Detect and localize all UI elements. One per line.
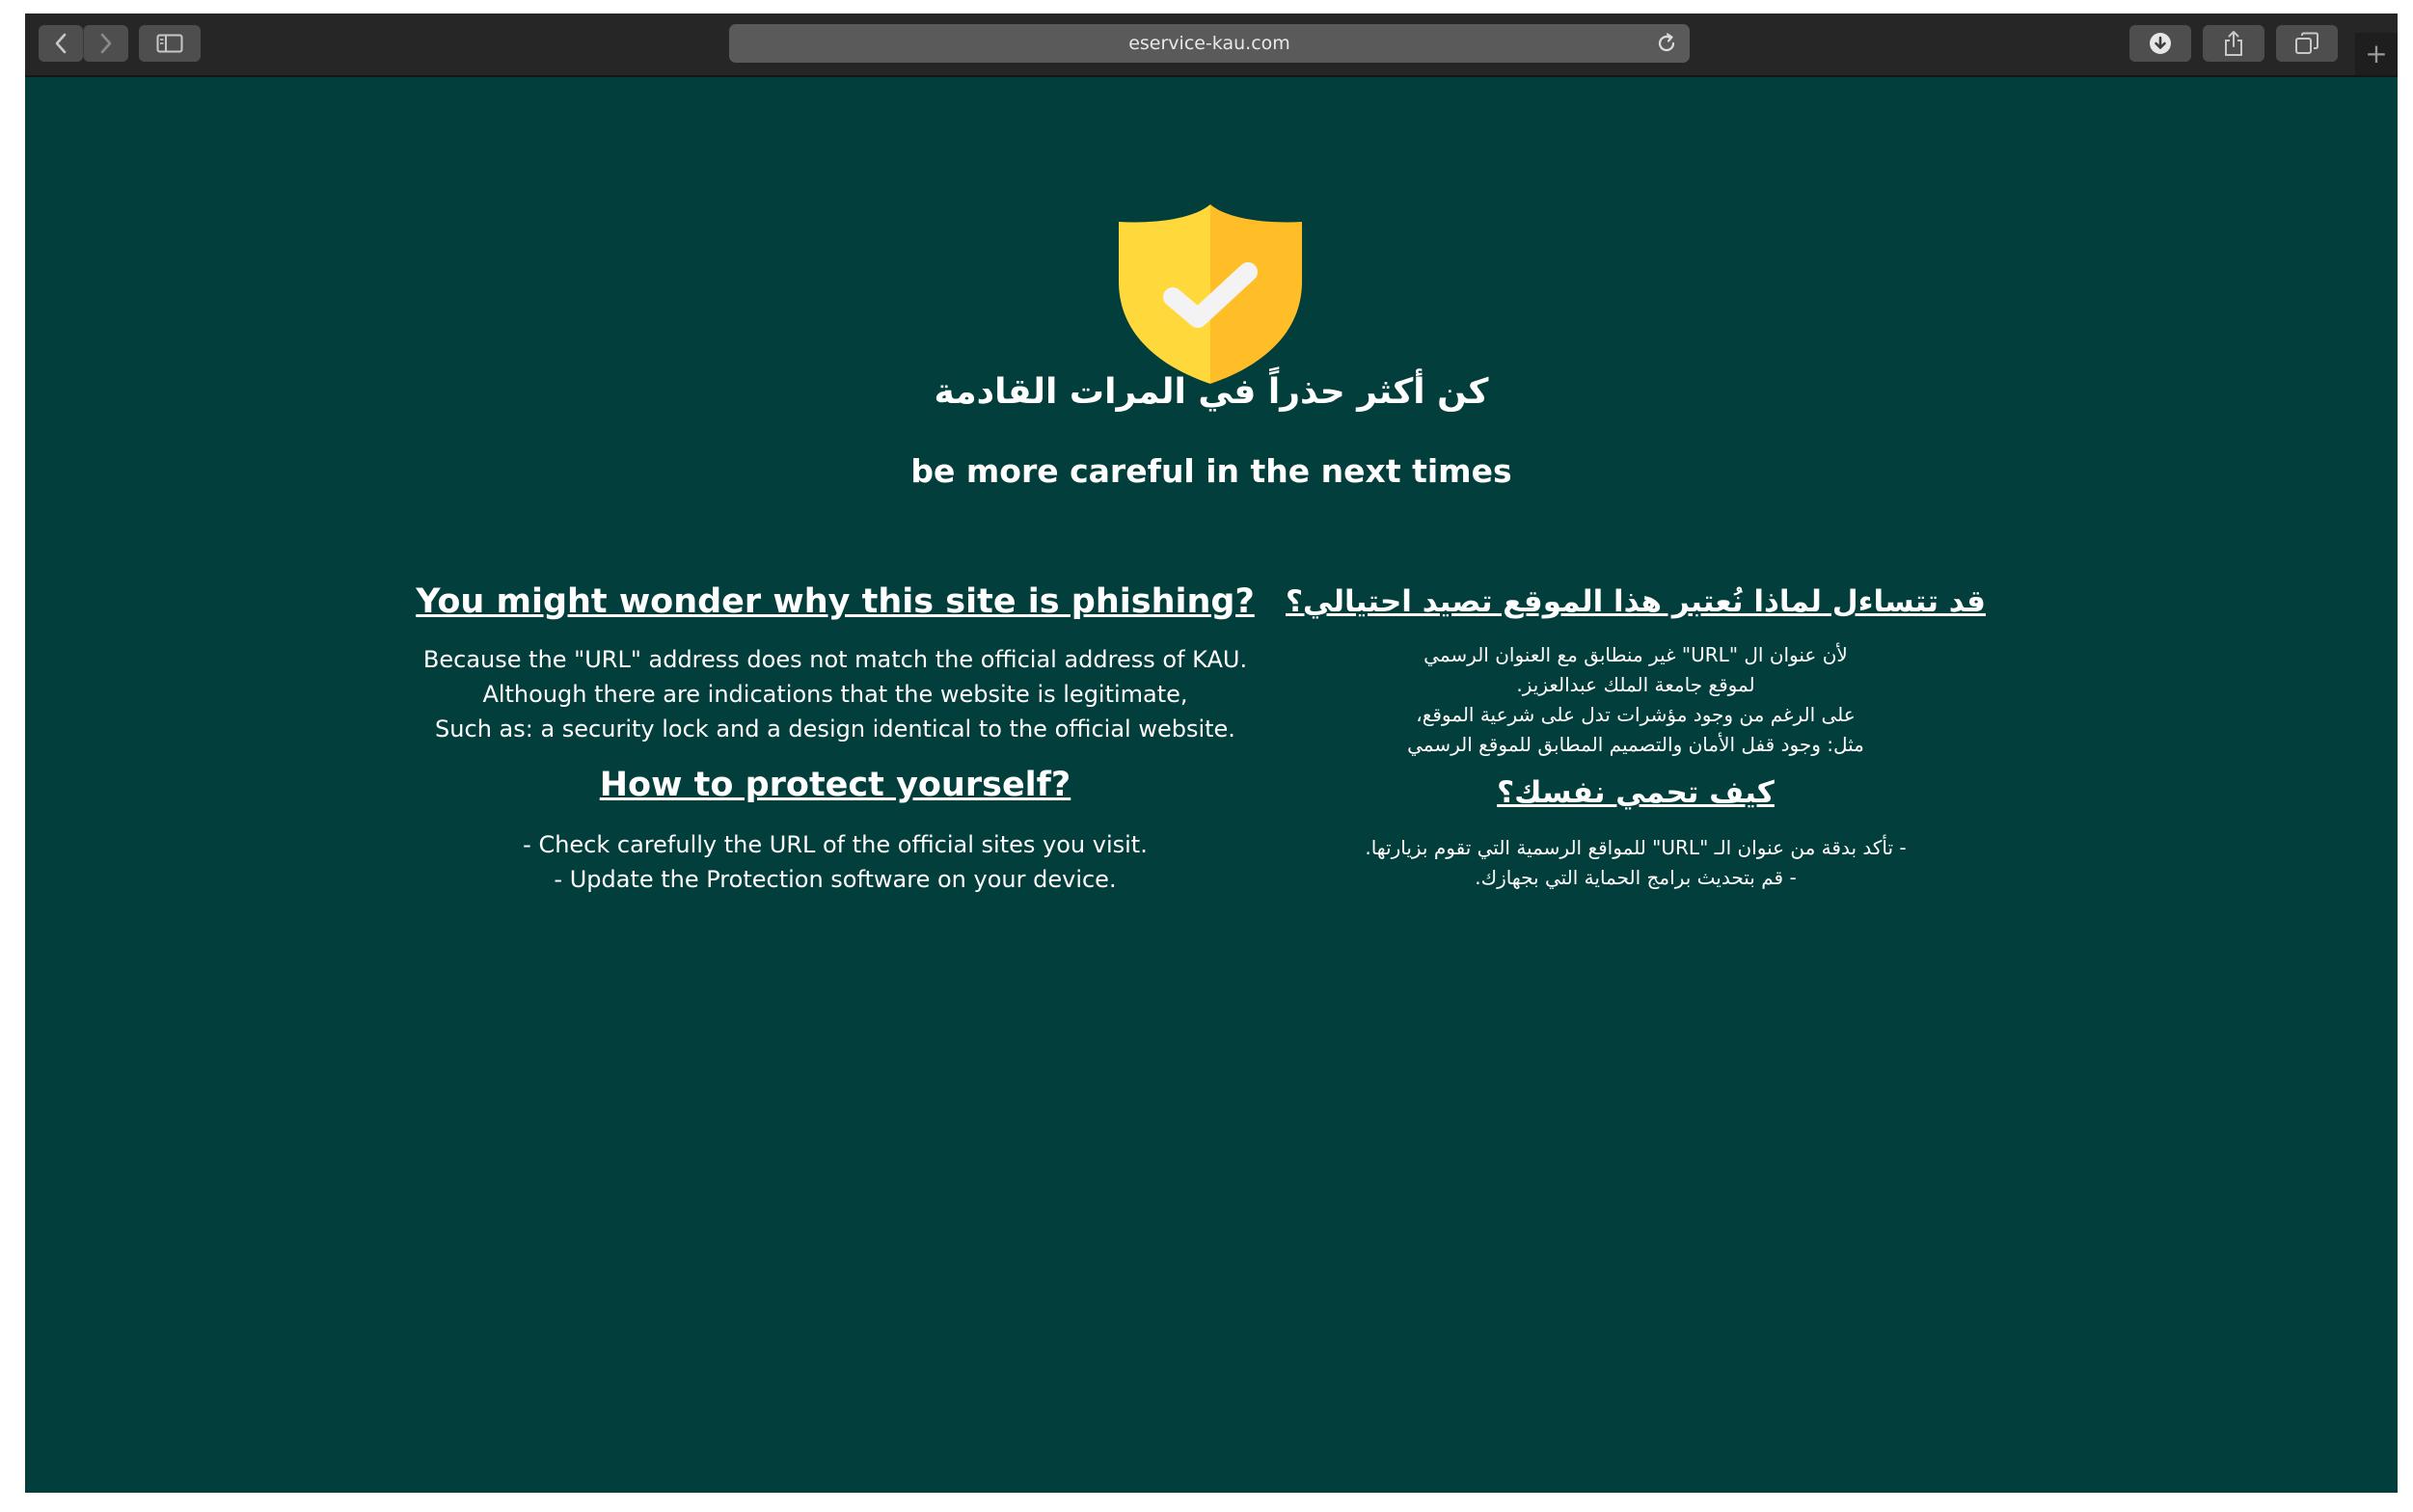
reload-icon[interactable] bbox=[1655, 32, 1678, 55]
why-phishing-title: You might wonder why this site is phishing? bbox=[416, 582, 1255, 621]
security-shield-icon bbox=[1117, 204, 1304, 384]
why-line: Because the "URL" address does not match the official address of KAU. bbox=[422, 646, 1248, 673]
chevron-left-icon bbox=[54, 33, 68, 54]
sidebar-icon bbox=[156, 34, 183, 53]
how-to-protect-title: How to protect yourself? bbox=[599, 766, 1071, 804]
why-phishing-text-arabic bbox=[1269, 640, 2002, 760]
why-line-arabic: لموقع جامعة الملك عبدالعزيز. bbox=[1516, 673, 1755, 696]
protect-tip-arabic: - تأكد بدقة من عنوان الـ "URL" للمواقع الرسمية التي تقوم بزيارتها. bbox=[1365, 836, 1907, 859]
download-icon bbox=[2148, 31, 2173, 56]
why-phishing-text bbox=[382, 642, 1288, 746]
why-line-arabic: على الرغم من وجود مؤشرات تدل على شرعية الموقع، bbox=[1416, 703, 1856, 726]
chevron-right-icon bbox=[99, 33, 113, 54]
address-bar[interactable] bbox=[729, 24, 1690, 63]
download-button[interactable] bbox=[2129, 25, 2191, 62]
url-text: eservice-kau.com bbox=[1128, 33, 1290, 54]
protect-tips bbox=[382, 827, 1288, 897]
protect-tips-arabic bbox=[1269, 833, 2002, 893]
why-line-arabic: لأن عنوان ال "URL" غير منطابق مع العنوان الرسمي bbox=[1423, 643, 1848, 666]
warning-title-arabic: كن أكثر حذراً في المرات القادمة bbox=[934, 372, 1489, 412]
protect-tip-arabic: - قم بتحديث برامج الحماية التي بجهازك. bbox=[1475, 866, 1797, 889]
sidebar-button[interactable] bbox=[139, 25, 201, 62]
why-line: Such as: a security lock and a design identical to the official website. bbox=[435, 716, 1235, 742]
share-button[interactable] bbox=[2203, 25, 2264, 62]
warning-title-english: be more careful in the next times bbox=[910, 452, 1512, 490]
new-tab-button[interactable]: + bbox=[2355, 33, 2398, 75]
how-to-protect-title-arabic: كيف تحمي نفسك؟ bbox=[1497, 775, 1775, 810]
protect-tip: - Update the Protection software on your device. bbox=[554, 866, 1117, 893]
browser-toolbar bbox=[25, 14, 2398, 77]
tabs-overview-icon bbox=[2294, 32, 2319, 55]
arabic-explanation bbox=[1269, 577, 2002, 893]
tabs-overview-button[interactable] bbox=[2276, 25, 2338, 62]
why-line-arabic: مثل: وجود قفل الأمان والتصميم المطابق للموقع الرسمي bbox=[1407, 733, 1864, 756]
share-icon bbox=[2223, 30, 2244, 57]
forward-button[interactable] bbox=[83, 25, 128, 62]
browser-window bbox=[25, 14, 2398, 1493]
protect-tip: - Check carefully the URL of the official sites you visit. bbox=[523, 831, 1148, 858]
back-button[interactable] bbox=[39, 25, 83, 62]
why-line: Although there are indications that the website is legitimate, bbox=[482, 681, 1188, 708]
why-phishing-title-arabic: قد تتساءل لماذا نُعتبر هذا الموقع تصيد احتيالي؟ bbox=[1286, 584, 1986, 619]
english-explanation bbox=[382, 577, 1288, 897]
